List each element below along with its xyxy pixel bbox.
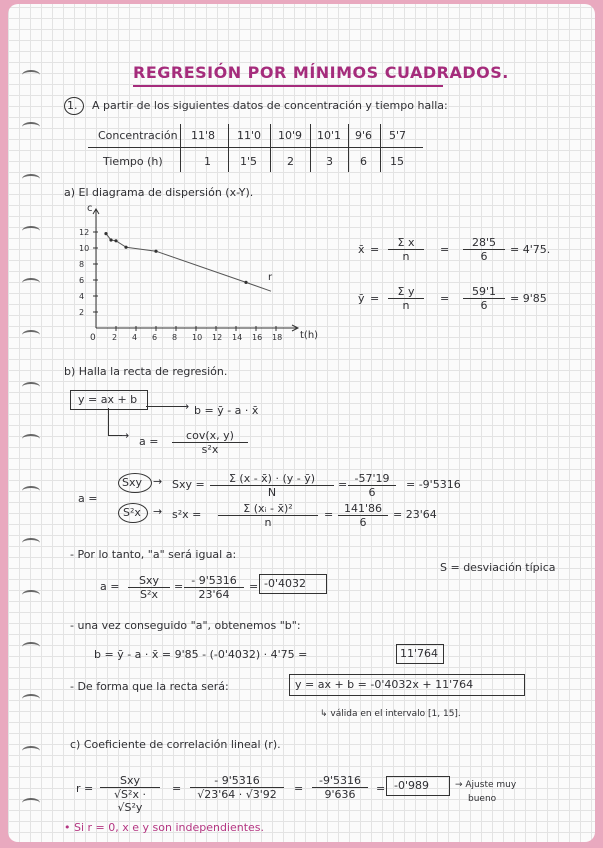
sxy-equation: Sxy = [172, 478, 205, 491]
equals: = [370, 292, 380, 305]
table-divider [88, 147, 423, 148]
table-cell: 3 [326, 155, 333, 168]
data-point [124, 246, 127, 249]
s2x-value-numerator: 141'86 [338, 502, 388, 516]
a-calc-value-numerator: - 9'5316 [184, 574, 244, 588]
xbar-formula [388, 236, 424, 263]
xbar-value [463, 236, 505, 263]
a-equation-fraction [172, 429, 248, 456]
sxy-value-numerator: -57'19 [348, 472, 396, 486]
s-note: S = desviación típica [440, 561, 556, 574]
binder-ring [22, 746, 40, 756]
y-tick-label: 10 [79, 244, 90, 253]
equals: = [440, 243, 450, 256]
a-equation-numerator: cov(x, y) [172, 429, 248, 443]
a-label: a = [78, 492, 98, 505]
arrow: → [153, 505, 163, 518]
r-result: -0'989 [394, 779, 429, 792]
equals: = [370, 243, 380, 256]
data-point [104, 232, 107, 235]
data-point [154, 250, 157, 253]
problem-statement: A partir de los siguientes datos de concentración y tiempo halla: [92, 99, 448, 112]
x-tick-label: 18 [272, 333, 283, 342]
r-value-1-denominator: √23'64 · √3'92 [197, 788, 277, 801]
s2x-value-denominator: 6 [359, 516, 367, 529]
r-value-1-numerator: - 9'5316 [190, 774, 284, 788]
xbar-formula-numerator: Σ x [388, 236, 424, 250]
a-calc-prefix: a = [100, 580, 120, 593]
y-tick-label: 6 [79, 276, 85, 285]
a-equation-prefix: a = [139, 435, 159, 448]
x-tick-label: 10 [192, 333, 203, 342]
sxy-circle-label: Sxy [122, 476, 143, 489]
sxy-formula-numerator: Σ (x - x̄) · (y - ȳ) [210, 472, 334, 486]
part-b-heading: b) Halla la recta de regresión. [64, 365, 228, 378]
a-result: -0'4032 [264, 577, 306, 590]
validity-note: ↳ válida en el intervalo [1, 15]. [320, 709, 461, 719]
equals: = [294, 782, 304, 795]
x-tick-label: 8 [172, 333, 178, 342]
s2x-formula-numerator: Σ (xᵢ - x̄)² [218, 502, 318, 516]
s2x-result: = 23'64 [393, 508, 437, 521]
equals: = [440, 292, 450, 305]
binder-ring [22, 226, 40, 236]
scatter-plot [70, 200, 330, 348]
binder-ring [22, 382, 40, 392]
ybar-value [463, 285, 505, 312]
binder-ring [22, 434, 40, 444]
origin-label: 0 [90, 333, 96, 343]
binder-ring [22, 174, 40, 184]
row-label-concentracion: Concentración [98, 129, 178, 142]
ybar-formula-denominator: n [402, 299, 410, 312]
ybar-formula [388, 285, 424, 312]
r-formula-denominator: √S²x · √S²y [114, 788, 146, 814]
y-tick-label: 2 [79, 308, 85, 317]
part-c-heading: c) Coeficiente de correlación lineal (r). [70, 738, 281, 751]
data-point [114, 239, 117, 242]
table-cell: 6 [360, 155, 367, 168]
x-tick-label: 12 [212, 333, 223, 342]
a-calc-numerator: Sxy [128, 574, 170, 588]
data-point [244, 281, 247, 284]
row-label-tiempo: Tiempo (h) [103, 155, 163, 168]
connector [108, 408, 109, 435]
binder-ring [22, 278, 40, 288]
equals: = [249, 580, 259, 593]
title-underline [133, 85, 443, 87]
x-tick-label: 2 [112, 333, 118, 342]
binder-ring [22, 486, 40, 496]
x-tick-label: 4 [132, 333, 138, 342]
r-formula [100, 774, 160, 814]
equals: = [174, 580, 184, 593]
sxy-formula-denominator: N [267, 486, 277, 499]
s2x-equation: s²x = [172, 508, 202, 521]
binder-ring [22, 70, 40, 80]
binder-ring [22, 798, 40, 808]
binder-ring [22, 694, 40, 704]
sxy-result: = -9'5316 [406, 478, 461, 491]
arrow: → [120, 429, 130, 442]
r-value-2-denominator: 9'636 [324, 788, 356, 801]
table-cell: 15 [390, 155, 404, 168]
ybar-symbol: ȳ [358, 292, 365, 305]
r-value-2-numerator: -9'5316 [312, 774, 368, 788]
y-tick-label: 8 [79, 260, 85, 269]
a-calc-value-denominator: 23'64 [198, 588, 230, 601]
binder-ring [22, 122, 40, 132]
comment-line-1: → Ajuste muy [455, 780, 517, 790]
problem-number: 1. [67, 99, 78, 112]
table-cell: 5'7 [389, 129, 407, 142]
x-axis-label: t(h) [300, 330, 319, 341]
xbar-numerator: 28'5 [463, 236, 505, 250]
table-cell: 2 [287, 155, 294, 168]
ybar-result: = 9'85 [510, 292, 547, 305]
binder-ring [22, 330, 40, 340]
sxy-formula [210, 472, 334, 499]
a-calc-value [184, 574, 244, 601]
page-title: REGRESIÓN POR MÍNIMOS CUADRADOS. [133, 63, 509, 82]
x-tick-label: 14 [232, 333, 243, 342]
xbar-denominator: 6 [480, 250, 488, 263]
line-equation: y = ax + b [78, 393, 138, 406]
x-tick-label: 16 [252, 333, 263, 342]
regression-line-label: r [268, 272, 273, 283]
independence-note: • Si r = 0, x e y son independientes. [64, 821, 265, 834]
once-text: - una vez conseguido "a", obtenemos "b": [70, 619, 301, 632]
xbar-formula-denominator: n [402, 250, 410, 263]
ybar-denominator: 6 [480, 299, 488, 312]
equals: = [376, 782, 386, 795]
comment-line-2: bueno [468, 794, 497, 804]
binder-ring [22, 642, 40, 652]
equals: = [324, 508, 334, 521]
data-trend-curve [106, 234, 246, 283]
b-equation: b = ȳ - a · x̄ [194, 404, 259, 417]
table-cell: 1 [204, 155, 211, 168]
table-col-rule [380, 124, 381, 172]
data-point [109, 238, 112, 241]
table-col-rule [180, 124, 181, 172]
table-cell: 10'9 [278, 129, 303, 142]
table-cell: 11'0 [237, 129, 262, 142]
arrow: → [153, 475, 163, 488]
table-col-rule [270, 124, 271, 172]
table-cell: 10'1 [317, 129, 342, 142]
b-calculation: b = ȳ - a · x̄ = 9'85 - (-0'4032) · 4'75 = [94, 648, 308, 661]
y-tick-label: 4 [79, 292, 85, 301]
ybar-numerator: 59'1 [463, 285, 505, 299]
r-value-1 [190, 774, 284, 801]
table-col-rule [310, 124, 311, 172]
table-col-rule [228, 124, 229, 172]
final-prefix: - De forma que la recta será: [70, 680, 229, 693]
table-cell: 1'5 [240, 155, 258, 168]
r-value-2 [312, 774, 368, 801]
notebook-page [8, 4, 595, 842]
final-equation: y = ax + b = -0'4032x + 11'764 [295, 678, 474, 691]
part-a-heading: a) El diagrama de dispersión (x-Y). [64, 186, 254, 199]
a-calc-fraction [128, 574, 170, 601]
a-calc-denominator: S²x [140, 588, 158, 601]
s2x-value [338, 502, 388, 529]
xbar-result: = 4'75. [510, 243, 551, 256]
a-equation-denominator: s²x [201, 443, 219, 456]
sxy-value-denominator: 6 [368, 486, 376, 499]
y-axis-label: c [87, 203, 93, 214]
y-tick-label: 12 [79, 228, 90, 237]
xbar-symbol: x̄ [358, 243, 365, 256]
regression-line [246, 282, 271, 291]
table-cell: 11'8 [191, 129, 216, 142]
r-formula-numerator: Sxy [100, 774, 160, 788]
r-prefix: r = [76, 782, 94, 795]
equals: = [172, 782, 182, 795]
table-col-rule [348, 124, 349, 172]
arrow: → [180, 400, 190, 413]
equals: = [338, 478, 348, 491]
binder-ring [22, 538, 40, 548]
s2x-formula-denominator: n [264, 516, 272, 529]
therefore-text: - Por lo tanto, "a" será igual a: [70, 548, 237, 561]
b-result: 11'764 [400, 647, 439, 660]
s2x-formula [218, 502, 318, 529]
x-tick-label: 6 [152, 333, 158, 342]
s2x-circle-label: S²x [123, 506, 141, 519]
ybar-formula-numerator: Σ y [388, 285, 424, 299]
sxy-value [348, 472, 396, 499]
binder-ring [22, 590, 40, 600]
table-cell: 9'6 [355, 129, 373, 142]
